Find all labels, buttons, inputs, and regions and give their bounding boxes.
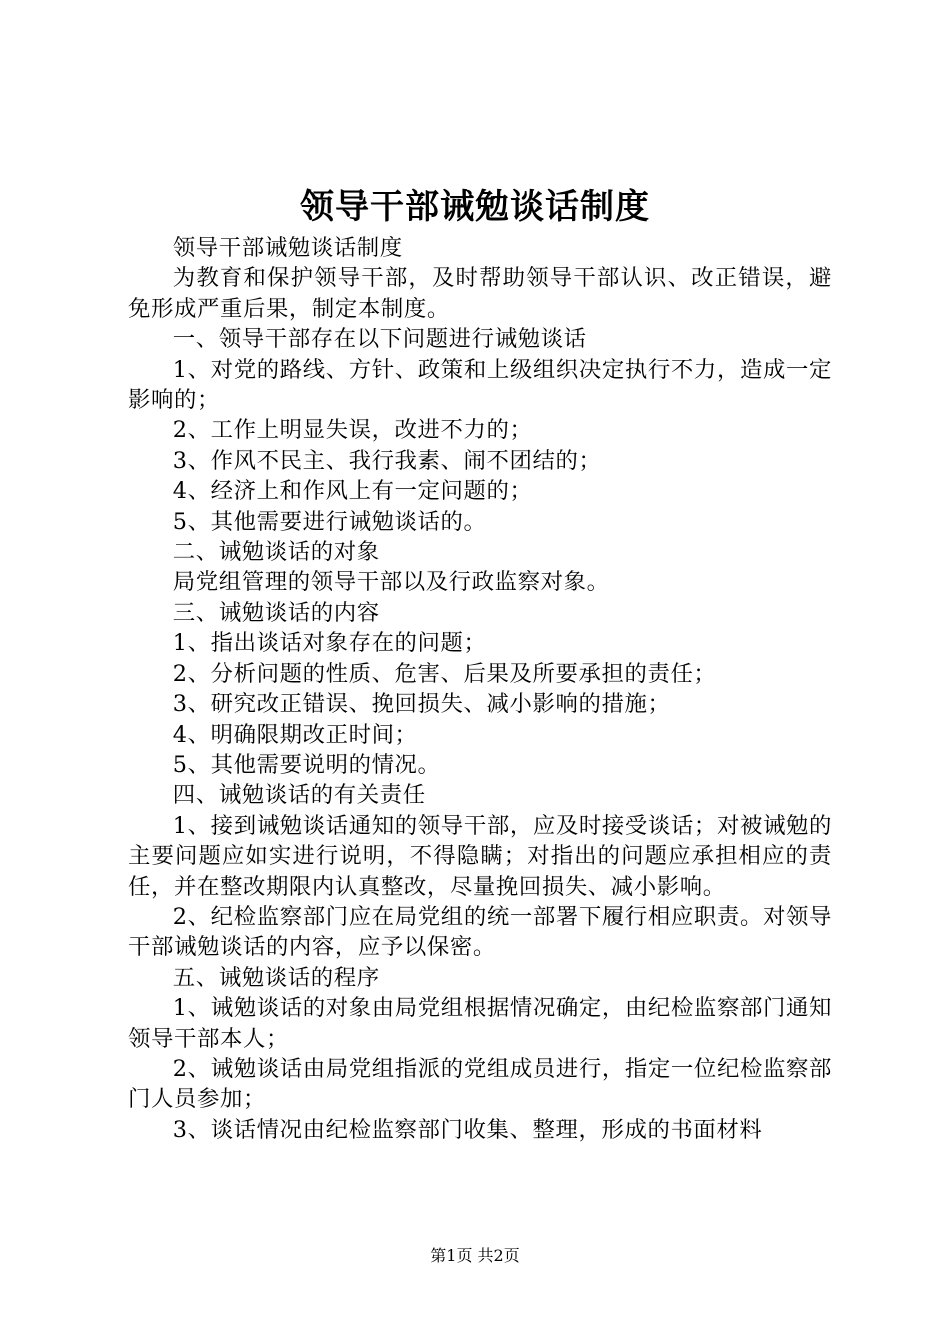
paragraph: 2、工作上明显失误，改进不力的；: [172, 417, 533, 444]
paragraph: 2、分析问题的性质、危害、后果及所要承担的责任；: [172, 660, 717, 687]
paragraph: 局党组管理的领导干部以及行政监察对象。: [172, 569, 610, 596]
paragraph: 四、诫勉谈话的有关责任: [172, 782, 426, 809]
paragraph: 三、诫勉谈话的内容: [172, 599, 380, 626]
paragraph: 5、其他需要进行诫勉谈话的。: [172, 508, 487, 535]
page-footer: 第1页 共2页: [430, 1246, 520, 1265]
paragraph: 5、其他需要说明的情况。: [172, 751, 441, 778]
paragraph: 3、研究改正错误、挽回损失、减小影响的措施；: [172, 691, 671, 718]
paragraph: 1、接到诫勉谈话通知的领导干部，应及时接受谈话；对被诫勉的主要问题应如实进行说明，不得隐瞒；对指出的问题应承担相应的责任，并在整改期限内认真整改，尽量挽回损失、减小影响。: [128, 812, 832, 900]
paragraph: 1、对党的路线、方针、政策和上级组织决定执行不力，造成一定影响的；: [128, 356, 832, 414]
paragraph: 领导干部诫勉谈话制度: [172, 235, 403, 261]
paragraph: 一、领导干部存在以下问题进行诫勉谈话: [172, 326, 587, 353]
paragraph: 3、谈话情况由纪检监察部门收集、整理，形成的书面材料: [172, 1116, 763, 1143]
paragraph: 2、诫勉谈话由局党组指派的党组成员进行，指定一位纪检监察部门人员参加；: [128, 1055, 832, 1113]
document-body: [128, 233, 832, 1145]
page-title: 领导干部诫勉谈话制度: [300, 187, 650, 227]
paragraph: 3、作风不民主、我行我素、闹不团结的；: [172, 447, 602, 474]
paragraph: 为教育和保护领导干部，及时帮助领导干部认识、改正错误，避免形成严重后果，制定本制度。: [128, 265, 832, 322]
paragraph: 4、明确限期改正时间；: [172, 721, 418, 748]
paragraph: 五、诫勉谈话的程序: [172, 964, 380, 991]
paragraph: 1、诫勉谈话的对象由局党组根据情况确定，由纪检监察部门通知领导干部本人；: [128, 995, 832, 1052]
paragraph: 4、经济上和作风上有一定问题的；: [172, 478, 533, 505]
paragraph: 2、纪检监察部门应在局党组的统一部署下履行相应职责。对领导干部诫勉谈话的内容，应予以保密。: [128, 903, 832, 961]
paragraph: 1、指出谈话对象存在的问题；: [172, 630, 487, 657]
paragraph: 二、诫勉谈话的对象: [172, 539, 380, 566]
